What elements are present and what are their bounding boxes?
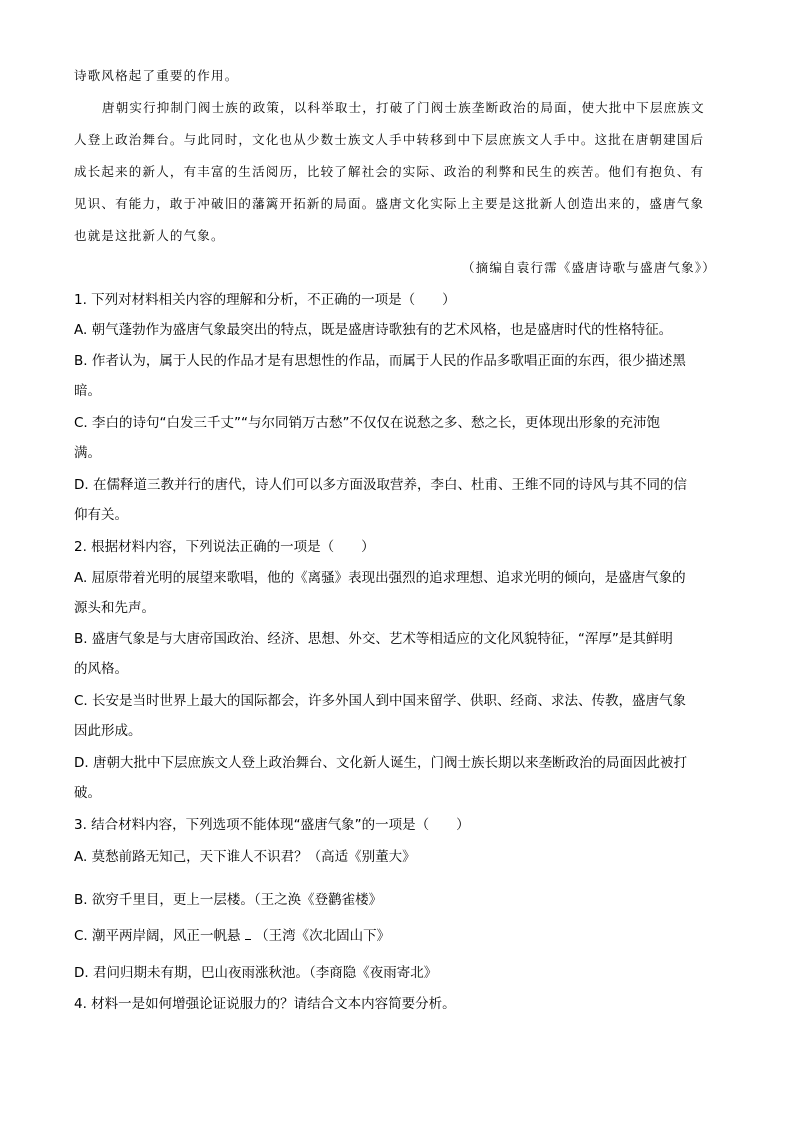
question-2-option-c-cont: 因此形成。 [74, 723, 142, 739]
question-2-option-a: A. 屈原带着光明的展望来歌唱，他的《离骚》表现出强烈的追求理想、追求光明的倾向，是盛唐气象的 [74, 570, 686, 586]
question-1-option-d: D. 在儒释道三教并行的唐代，诗人们可以多方面汲取营养，李白、杜甫、王维不同的诗风与其不同的信 [74, 477, 687, 493]
question-3-stem: 3. 结合材料内容，下列选项不能体现“盛唐气象”的一项是（ ） [74, 817, 470, 833]
question-2-option-d-cont: 破。 [74, 785, 101, 801]
passage-line: 人登上政治舞台。与此同时，文化也从少数士族文人手中转移到中下层庶族文人手中。这批在唐朝建国后 [74, 132, 705, 147]
question-2-option-c: C. 长安是当时世界上最大的国际都会，许多外国人到中国来留学、供职、经商、求法、传教，盛唐气象 [74, 693, 687, 709]
question-1-stem: 1. 下列对材料相关内容的理解和分析，不正确的一项是（ ） [74, 292, 456, 308]
question-2-option-d: D. 唐朝大批中下层庶族文人登上政治舞台、文化新人诞生，门阀士族长期以来垄断政治的局面因此被打 [74, 755, 687, 771]
question-1-option-b: B. 作者认为，属于人民的作品才是有思想性的作品，而属于人民的作品多歌唱正面的东西，很少描述黑 [74, 353, 686, 369]
question-3-option-c [74, 924, 724, 944]
passage-line: 成长起来的新人，有丰富的生活阅历，比较了解社会的实际、政治的利弊和民生的疾苦。他们有抱负、有 [74, 164, 705, 179]
question-4-stem: 4. 材料一是如何增强论证说服力的？请结合文本内容简要分析。 [74, 996, 456, 1012]
question-1-option-c: C. 李白的诗句“白发三千丈”“与尔同销万古愁”不仅仅在说愁之多、愁之长，更体现出形象的充沛饱 [74, 415, 660, 431]
passage-line: 见识、有能力，敢于冲破旧的藩篱开拓新的局面。盛唐文化实际上主要是这批新人创造出来的，盛唐气象 [74, 196, 705, 211]
question-2-stem: 2. 根据材料内容，下列说法正确的一项是（ ） [74, 539, 375, 555]
question-2-option-b: B. 盛唐气象是与大唐帝国政治、经济、思想、外交、艺术等相适应的文化风貌特征，“浑厚”是其鲜明 [74, 631, 673, 647]
passage-line: 唐朝实行抑制门阀士族的政策，以科举取士，打破了门阀士族垄断政治的局面，使大批中下层庶族文 [102, 100, 705, 115]
passage-line: 诗歌风格起了重要的作用。 [74, 68, 239, 83]
question-2-option-a-cont: 源头和先声。 [74, 600, 155, 616]
question-3-option-c-text: C. 潮平两岸阔，风正一帆悬 [74, 928, 241, 944]
underline-mark [245, 929, 251, 940]
question-2-option-b-cont: 的风格。 [74, 661, 128, 677]
question-3-option-c-source: （王湾《次北固山下》 [255, 928, 391, 944]
passage-line: 也就是这批新人的气象。 [74, 228, 225, 243]
question-1-option-a: A. 朝气蓬勃作为盛唐气象最突出的特点，既是盛唐诗歌独有的艺术风格，也是盛唐时代的性格特征。 [74, 322, 673, 338]
question-1-option-b-cont: 暗。 [74, 383, 101, 399]
question-1-option-d-cont: 仰有关。 [74, 507, 128, 523]
passage-source: （摘编自袁行霈《盛唐诗歌与盛唐气象》） [461, 260, 716, 275]
question-3-option-b: B. 欲穷千里目，更上一层楼。（王之涣《登鹳雀楼》 [74, 892, 383, 908]
question-3-option-d: D. 君问归期未有期，巴山夜雨涨秋池。（李商隐《夜雨寄北》 [74, 965, 438, 981]
question-3-option-a: A. 莫愁前路无知己，天下谁人不识君？（高适《别董大》 [74, 849, 416, 865]
question-1-option-c-cont: 满。 [74, 445, 101, 461]
